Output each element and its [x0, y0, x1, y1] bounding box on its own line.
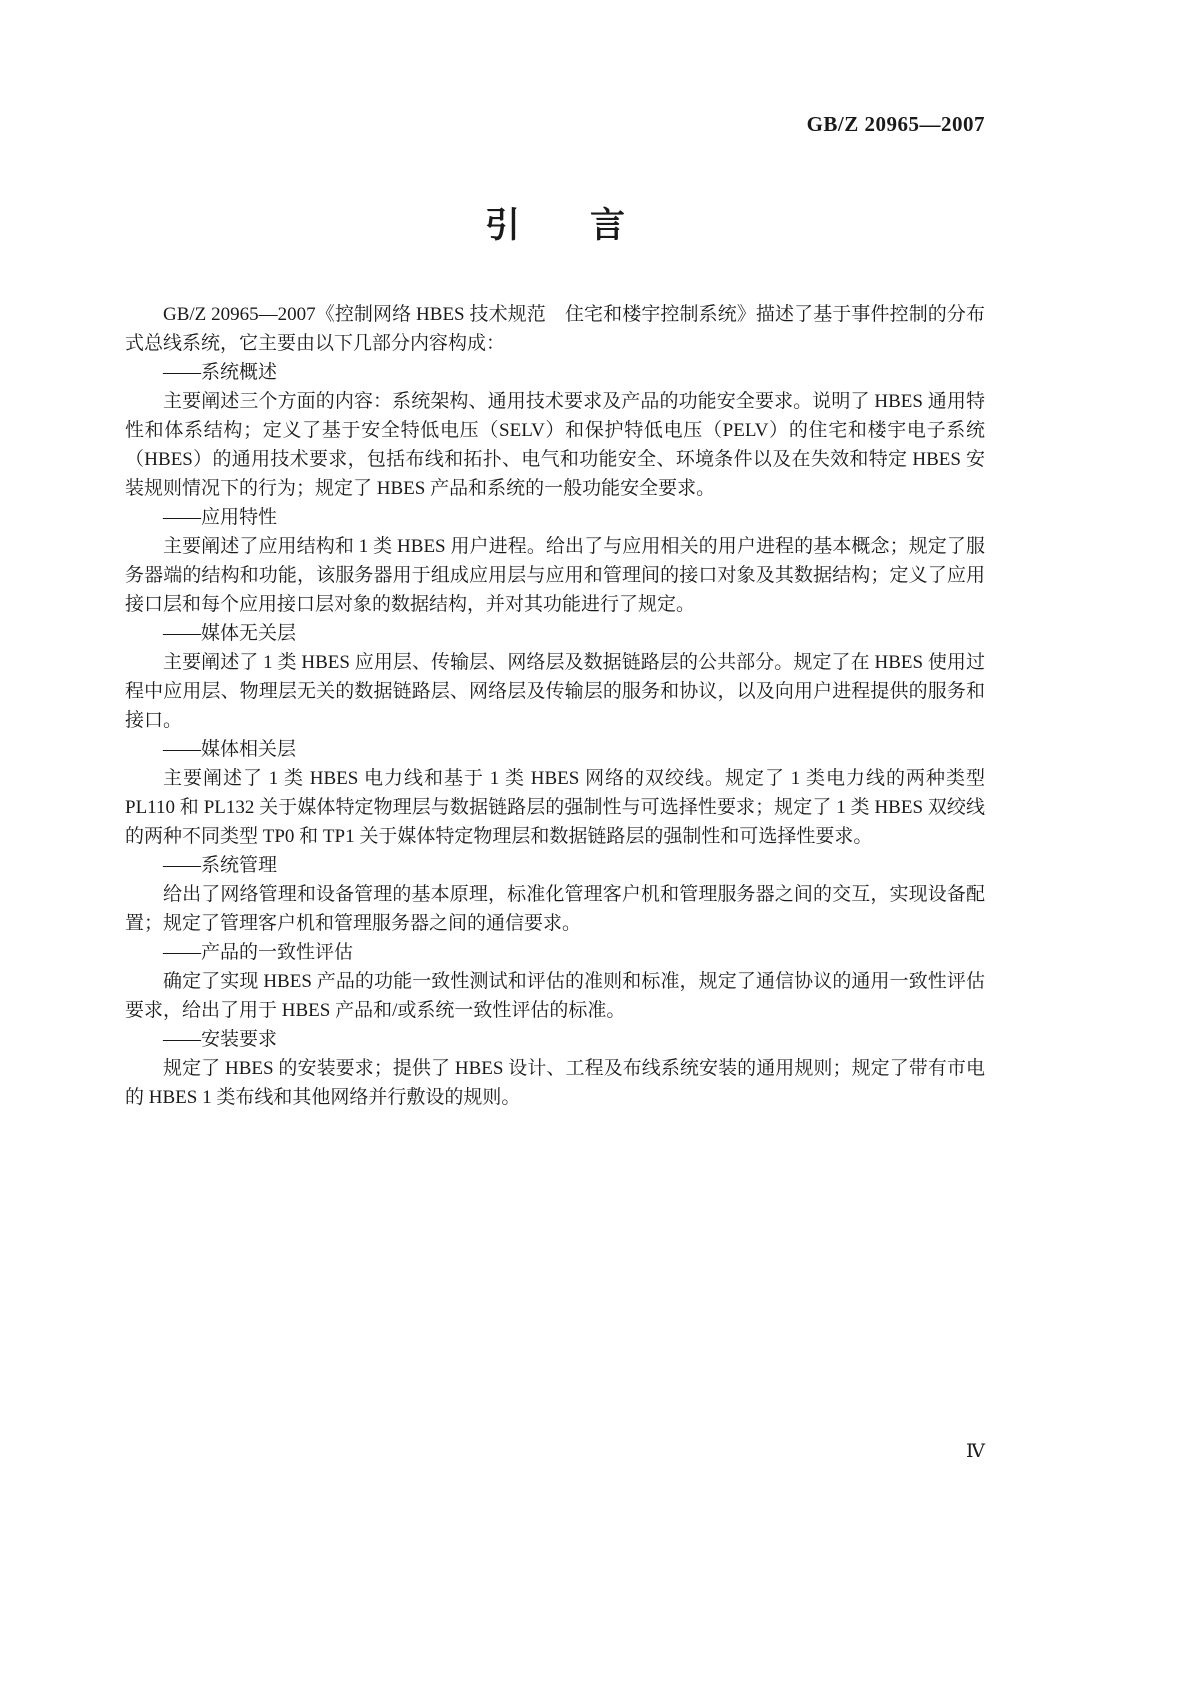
section-heading: ——应用特性 — [163, 507, 278, 528]
section-heading: ——系统管理 — [163, 855, 278, 876]
body-paragraph: 给出了网络管理和设备管理的基本原理，标准化管理客户机和管理服务器之间的交互，实现设备配置；规定了管理客户机和管理服务器之间的通信要求。 — [125, 884, 985, 934]
page-number: Ⅳ — [966, 1441, 985, 1462]
section-heading: ——安装要求 — [163, 1029, 278, 1050]
standard-number: GB/Z 20965—2007 — [806, 112, 985, 136]
body-paragraph: 主要阐述了 1 类 HBES 电力线和基于 1 类 HBES 网络的双绞线。规定了 1 类电力线的两种类型 PL110 和 PL132 关于媒体特定物理层与数据链路层的强制性与可选择性要求；规定了 1 类 HBES 双绞线的两种不同类型 TP0 和 TP1 关于媒体特定物理层和数据链路层的强制性和可选择性要求。 — [125, 768, 985, 847]
body-paragraph: 规定了 HBES 的安装要求；提供了 HBES 设计、工程及布线系统安装的通用规则；规定了带有市电的 HBES 1 类布线和其他网络并行敷设的规则。 — [125, 1058, 985, 1108]
body-paragraph: GB/Z 20965—2007《控制网络 HBES 技术规范 住宅和楼宇控制系统》描述了基于事件控制的分布式总线系统，它主要由以下几部分内容构成： — [125, 304, 985, 354]
section-heading: ——媒体无关层 — [163, 623, 297, 644]
document-body — [125, 300, 985, 1112]
section-heading: ——媒体相关层 — [163, 739, 297, 760]
body-paragraph: 确定了实现 HBES 产品的功能一致性测试和评估的准则和标准，规定了通信协议的通用一致性评估要求，给出了用于 HBES 产品和/或系统一致性评估的标准。 — [125, 971, 985, 1021]
body-paragraph: 主要阐述了 1 类 HBES 应用层、传输层、网络层及数据链路层的公共部分。规定了在 HBES 使用过程中应用层、物理层无关的数据链路层、网络层及传输层的服务和协议，以及向用户进程提供的服务和接口。 — [125, 652, 985, 731]
section-heading: ——系统概述 — [163, 362, 278, 383]
section-heading: ——产品的一致性评估 — [163, 942, 354, 963]
page-title: 引 言 — [484, 206, 625, 245]
body-paragraph: 主要阐述了应用结构和 1 类 HBES 用户进程。给出了与应用相关的用户进程的基本概念；规定了服务器端的结构和功能，该服务器用于组成应用层与应用和管理间的接口对象及其数据结构；定义了应用接口层和每个应用接口层对象的数据结构，并对其功能进行了规定。 — [125, 536, 985, 615]
body-paragraph: 主要阐述三个方面的内容：系统架构、通用技术要求及产品的功能安全要求。说明了 HBES 通用特性和体系结构；定义了基于安全特低电压（SELV）和保护特低电压（PELV）的住宅和楼宇电子系统（HBES）的通用技术要求，包括布线和拓扑、电气和功能安全、环境条件以及在失效和特定 HBES 安装规则情况下的行为；规定了 HBES 产品和系统的一般功能安全要求。 — [125, 391, 985, 499]
